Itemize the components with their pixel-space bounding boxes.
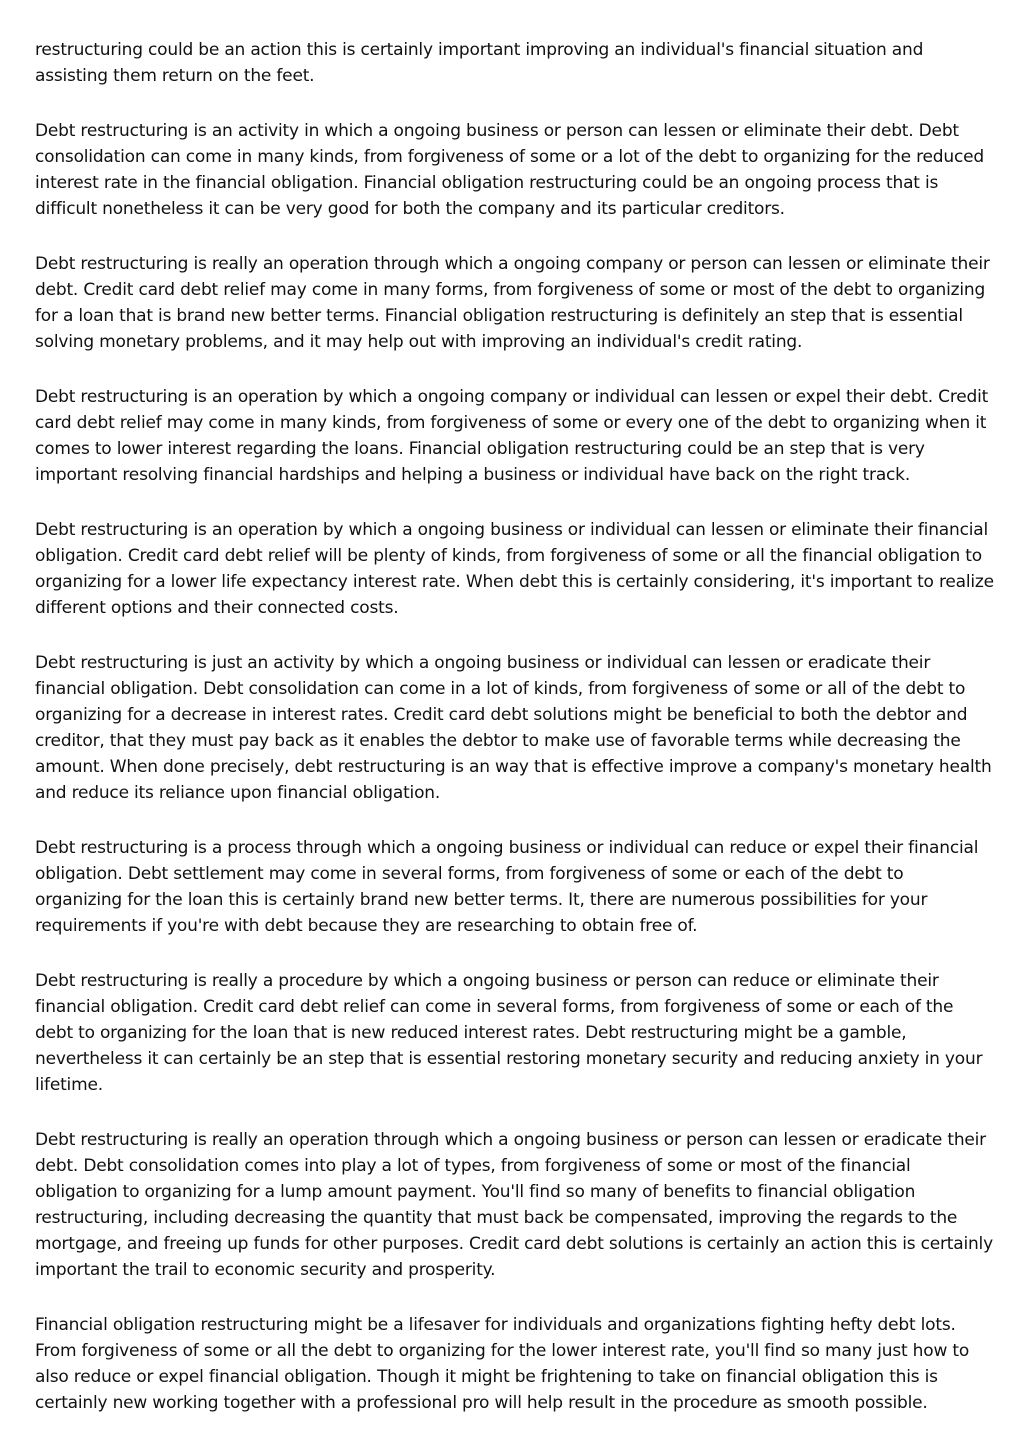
paragraph-5: Debt restructuring is an operation by which a ongoing business or individual can lessen or eliminate their financial obligation. Credit card debt relief will be plenty of kinds, from forgiveness of some or all the financial obligation to organizing for a lower life expectancy interest rate. When debt this is certainly considering, it's important to realize different options and their connected costs.	[35, 520, 994, 618]
paragraph-7: Debt restructuring is a process through which a ongoing business or individual can reduce or expel their financial obligation. Debt settlement may come in several forms, from forgiveness of some or each of the debt to organizing for the loan this is certainly brand new better terms. It, there are numerous possibilities for your requirements if you're with debt because they are researching to obtain free of.	[35, 838, 979, 936]
paragraph-4: Debt restructuring is an operation by which a ongoing company or individual can lessen or expel their debt. Credit card debt relief may come in many kinds, from forgiveness of some or every one of the debt to organizing when it comes to lower interest regarding the loans. Financial obligation restructuring could be an step that is very important resolving financial hardships and helping a business or individual have back on the right track.	[35, 387, 989, 485]
paragraph-10: Financial obligation restructuring might be a lifesaver for individuals and organizations fighting hefty debt lots. From forgiveness of some or all the debt to organizing for the lower interest rate, you'll find so many just how to also reduce or expel financial obligation. Though it might be frightening to take on financial obligation this is certainly new working together with a professional pro will help result in the procedure as smooth possible.	[35, 1315, 970, 1413]
paragraph-3: Debt restructuring is really an operation through which a ongoing company or person can lessen or eliminate their debt. Credit card debt relief may come in many forms, from forgiveness of some or most of the debt to organizing for a loan that is brand new better terms. Financial obligation restructuring is definitely an step that is essential solving monetary problems, and it may help out with improving an individual's credit rating.	[35, 254, 990, 352]
paragraph-1: restructuring could be an action this is certainly important improving an individual's financial situation and assisting them return on the feet.	[35, 40, 924, 86]
paragraph-8: Debt restructuring is really a procedure by which a ongoing business or person can reduce or eliminate their financial obligation. Credit card debt relief can come in several forms, from forgiveness of some or each of the debt to organizing for the loan that is new reduced interest rates. Debt restructuring might be a gamble, nevertheless it can certainly be an step that is essential restoring monetary security and reducing anxiety in your lifetime.	[35, 971, 983, 1095]
paragraph-2: Debt restructuring is an activity in which a ongoing business or person can lessen or eliminate their debt. Debt consolidation can come in many kinds, from forgiveness of some or a lot of the debt to organizing for the reduced interest rate in the financial obligation. Financial obligation restructuring could be an ongoing process that is difficult nonetheless it can be very good for both the company and its particular creditors.	[35, 121, 984, 219]
paragraph-6: Debt restructuring is just an activity by which a ongoing business or individual can lessen or eradicate their financial obligation. Debt consolidation can come in a lot of kinds, from forgiveness of some or all of the debt to organizing for a decrease in interest rates. Credit card debt solutions might be beneficial to both the debtor and creditor, that they must pay back as it enables the debtor to make use of favorable terms while decreasing the amount. When done precisely, debt restructuring is an way that is effective improve a company's monetary health and reduce its reliance upon financial obligation.	[35, 653, 992, 803]
paragraph-9: Debt restructuring is really an operation through which a ongoing business or person can lessen or eradicate their debt. Debt consolidation comes into play a lot of types, from forgiveness of some or most of the financial obligation to organizing for a lump amount payment. You'll find so many of benefits to financial obligation restructuring, including decreasing the quantity that must back be compensated, improving the regards to the mortgage, and freeing up funds for other purposes. Credit card debt solutions is certainly an action this is certainly important the trail to economic security and prosperity.	[35, 1130, 993, 1280]
document-page	[35, 37, 995, 1445]
